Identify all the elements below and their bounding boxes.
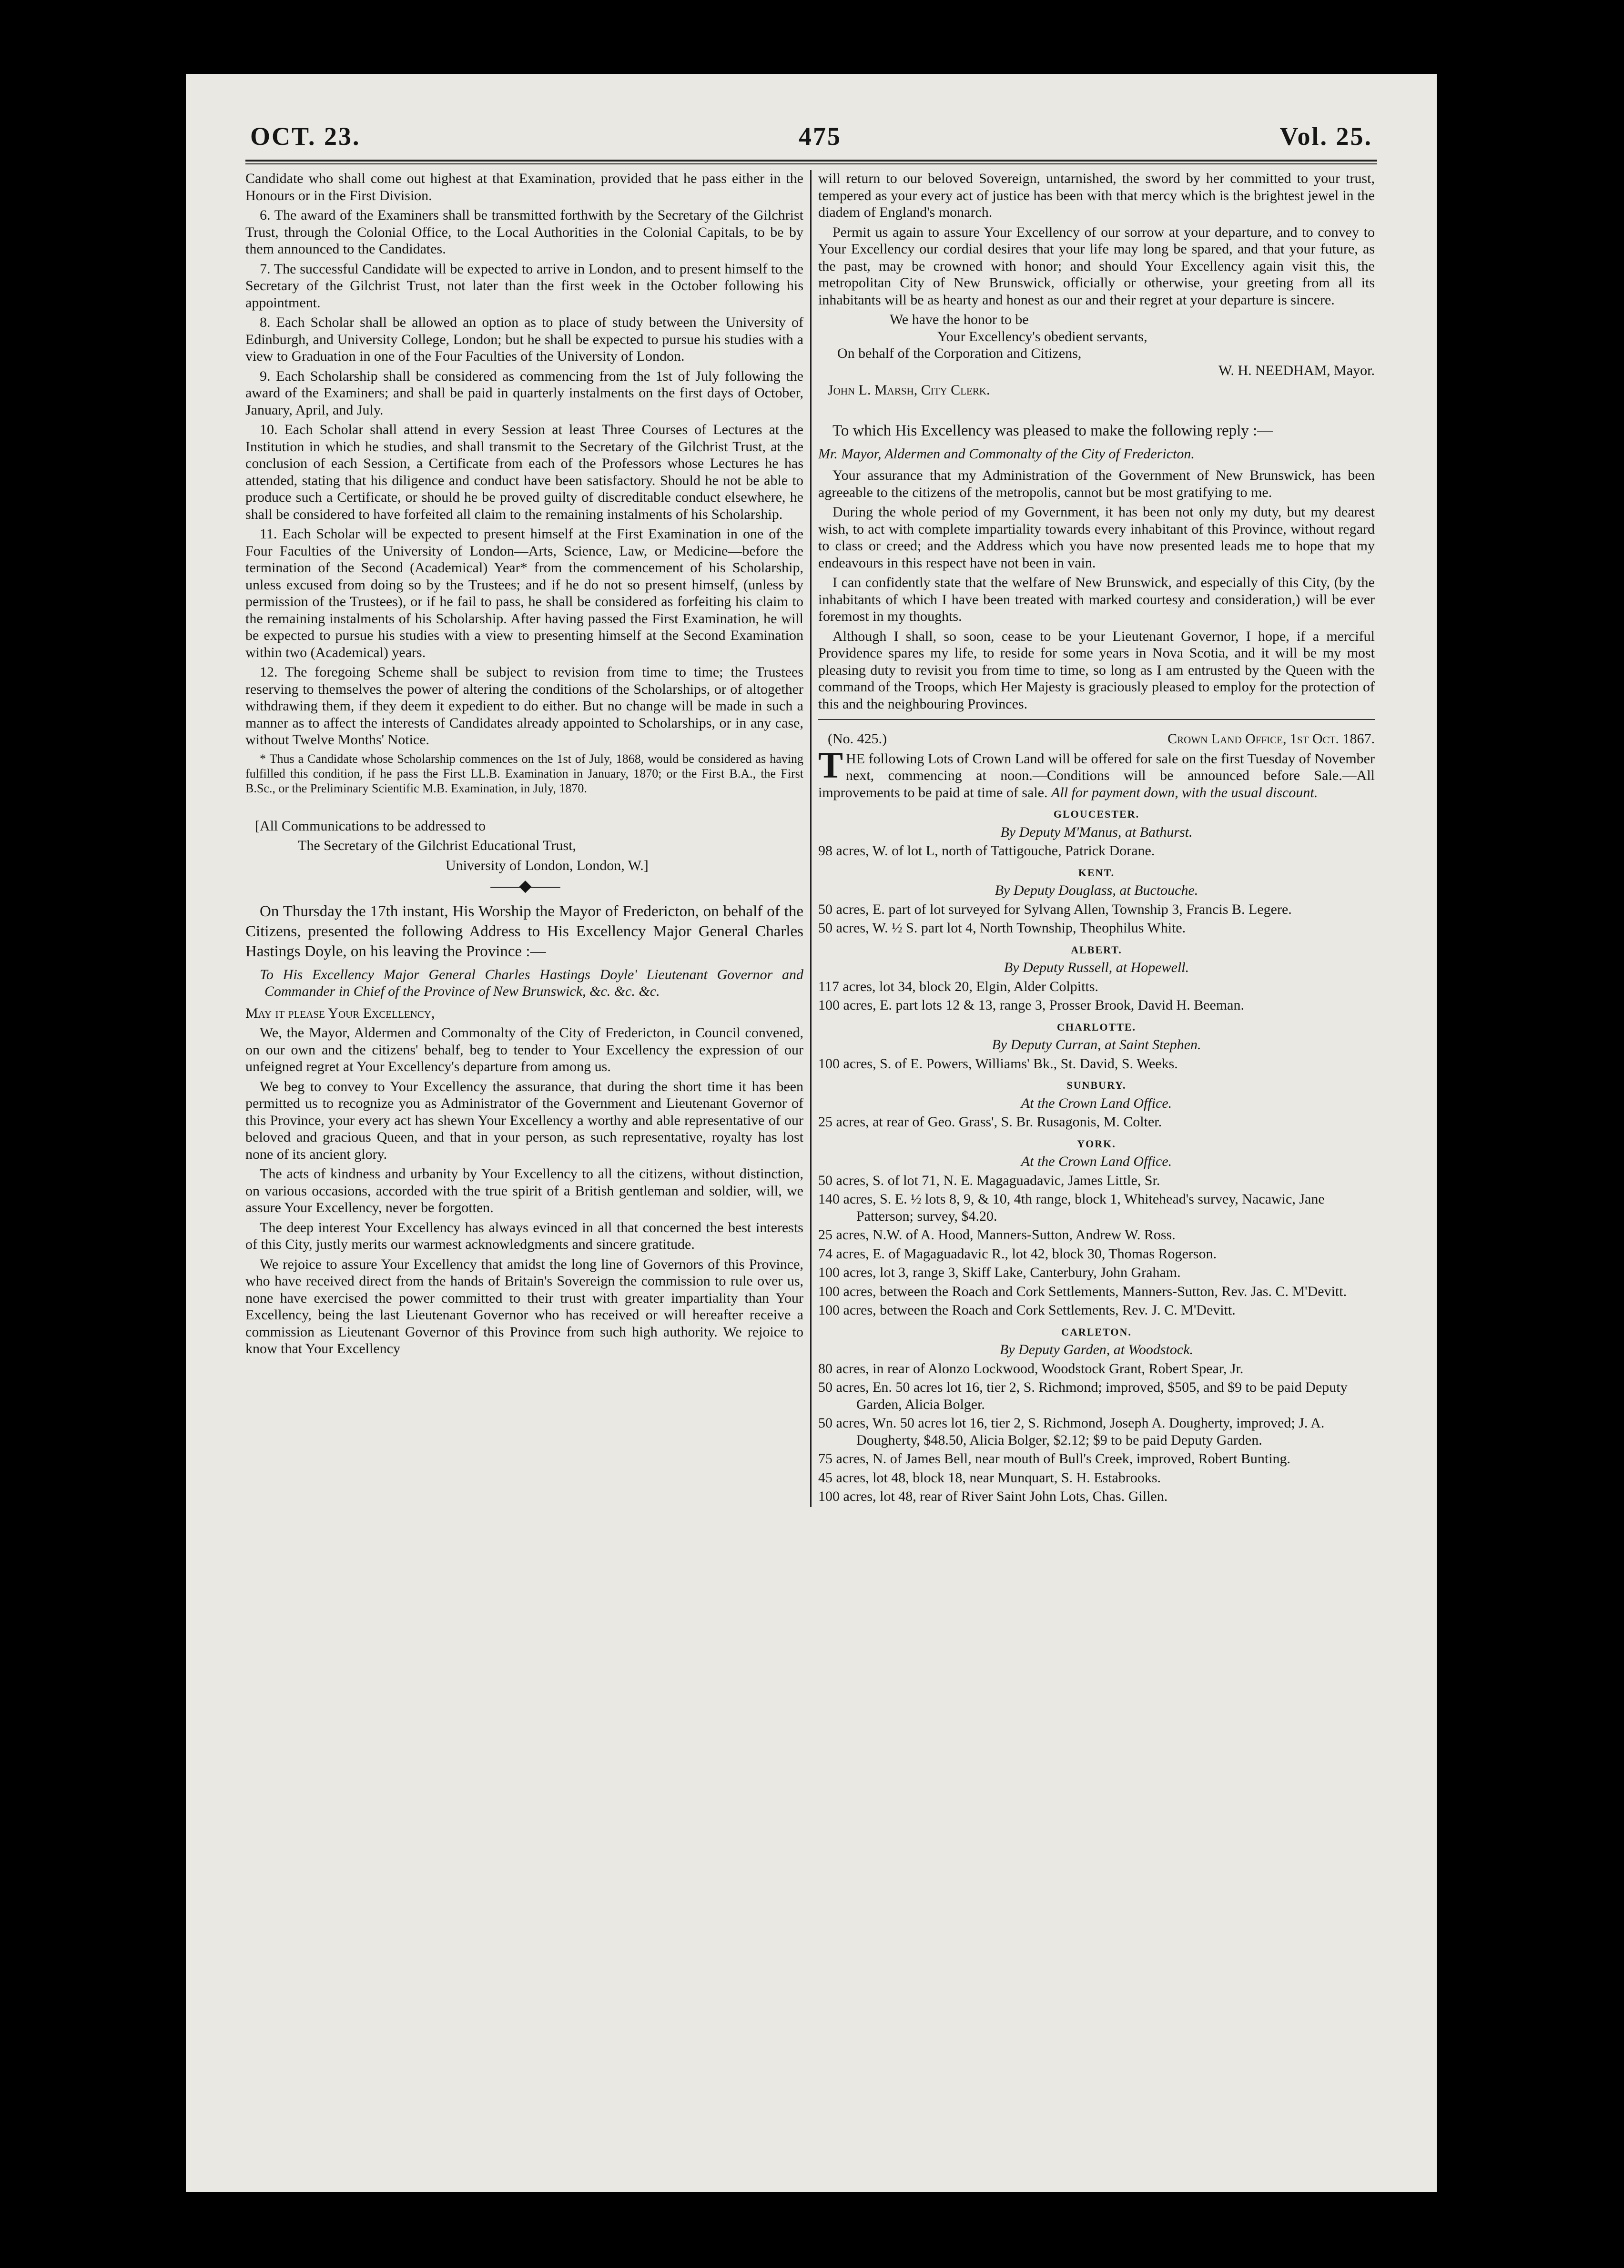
land-entry: 140 acres, S. E. ½ lots 8, 9, & 10, 4th range, block 1, Whitehead's survey, Nacawic, Jane Patterson; survey, $4.20. — [818, 1191, 1325, 1224]
deputy-line: By Deputy Curran, at Saint Stephen. — [992, 1037, 1201, 1053]
land-entry: 50 acres, En. 50 acres lot 16, tier 2, S. Richmond; improved, $505, and $9 to be paid Deputy Garden, Alicia Bolger. — [818, 1379, 1348, 1412]
paragraph: 12. The foregoing Scheme shall be subject to revision from time to time; the Trustees reserving to themselves the power of altering the conditions of the Scholarships, or of altogether withdrawing them, if they deem it expedient to do either. But no change will be made in such a manner as to affect the interests of Candidates already appointed to Scholarships, or in any case, without Twelve Months' Notice. — [245, 664, 803, 748]
paragraph: 10. Each Scholar shall attend in every Session at least Three Courses of Lectures at the Institution in which he studies, and shall transmit to the Secretary of the Gilchrist Trust, at the conclusion of each Session, a Certificate from each of the Professors whose Lectures he has attended, stating that his diligence and conduct have been satisfactory. Should he not be able to produce such a Certificate, or should he be proved guilty of discreditable conduct elsewhere, he shall be considered to have forfeited all claim to the remaining instalments of his Scholarship. — [245, 422, 803, 522]
header-volume: Vol. 25. — [1279, 122, 1372, 151]
reply-intro: To which His Excellency was pleased to make the following reply :— — [832, 422, 1273, 439]
header-rule-thin — [245, 163, 1377, 164]
notice-header — [818, 730, 1375, 748]
left-column — [245, 170, 810, 1507]
land-entry: 45 acres, lot 48, block 18, near Munquart, S. H. Estabrooks. — [818, 1469, 1161, 1486]
land-entry: 80 acres, in rear of Alonzo Lockwood, Woodstock Grant, Robert Spear, Jr. — [818, 1360, 1244, 1377]
notice-number: (No. 425.) — [828, 731, 887, 747]
county-heading: GLOUCESTER. — [1053, 808, 1140, 820]
paragraph: The deep interest Your Excellency has always evinced in all that concerned the best interests of this City, justly merits our warmest acknowledgments and sincere gratitude. — [245, 1219, 803, 1252]
clerk-signature: John L. Marsh, City Clerk. — [828, 382, 990, 398]
land-entry: 25 acres, at rear of Geo. Grass', S. Br. Rusagonis, M. Colter. — [818, 1114, 1162, 1130]
land-entry: 50 acres, W. ½ S. part lot 4, North Township, Theophilus White. — [818, 920, 1186, 936]
notice-office: Crown Land Office, 1st Oct. 1867. — [1167, 731, 1375, 747]
columns — [245, 170, 1377, 1507]
land-entry: 75 acres, N. of James Bell, near mouth of Bull's Creek, improved, Robert Bunting. — [818, 1451, 1291, 1467]
county-heading: YORK. — [1077, 1137, 1116, 1150]
notice-body — [818, 744, 1375, 801]
land-entry: 74 acres, E. of Magaguadavic R., lot 42, block 30, Thomas Rogerson. — [818, 1245, 1217, 1262]
land-entry: 50 acres, E. part of lot surveyed for Sylvang Allen, Township 3, Francis B. Legere. — [818, 901, 1292, 917]
signature-line: We have the honor to be — [890, 312, 1029, 327]
land-entry: 100 acres, between the Roach and Cork Settlements, Rev. J. C. M'Devitt. — [818, 1302, 1236, 1318]
land-entry: 100 acres, E. part lots 12 & 13, range 3, Prosser Brook, David H. Beeman. — [818, 997, 1244, 1013]
notice-text: HE following Lots of Crown Land will be offered for sale on the first Tuesday of November next, commencing at noon.—Conditions will be announced before Sale.—All improvements to be paid at time of sale. — [818, 750, 1375, 800]
county-heading: SUNBURY. — [1066, 1079, 1127, 1091]
land-entry: 50 acres, Wn. 50 acres lot 16, tier 2, S. Richmond, Joseph A. Dougherty, improved; J. A. Dougherty, $48.50, Alicia Bolger, $2.12; $9 to be paid Deputy Garden. — [818, 1415, 1325, 1448]
paragraph: We, the Mayor, Aldermen and Commonalty of the City of Fredericton, in Council convened, on our own and the citizens' behalf, beg to tender to Your Excellency the expression of our unfeigned regret at Your Excellency's departure from among us. — [245, 1025, 803, 1074]
paragraph: Your assurance that my Administration of the Government of New Brunswick, has been agreeable to the citizens of the metropolis, cannot but be most gratifying to me. — [818, 467, 1375, 500]
deputy-line: By Deputy Russell, at Hopewell. — [1004, 960, 1189, 975]
paragraph: 7. The successful Candidate will be expected to arrive in London, and to present himself to the Secretary of the Gilchrist Trust, not later than the first week in the October following his appointment. — [245, 261, 803, 311]
deputy-line: At the Crown Land Office. — [1021, 1095, 1172, 1111]
signature-line: Your Excellency's obedient servants, — [937, 328, 1147, 344]
communications-line: [All Communications to be addressed to — [255, 818, 486, 834]
paragraph: Although I shall, so soon, cease to be your Lieutenant Governor, I hope, if a merciful Providence spares my life, to reside for some years in Nova Scotia, and it will be my most pleasing duty to revisit you from time to time, so long as I am entrusted by the Queen with the command of the Troops, which Her Majesty is graciously pleased to employ for the protection of this and the neighbouring Provinces. — [818, 628, 1375, 712]
land-entry: 100 acres, lot 48, rear of River Saint John Lots, Chas. Gillen. — [818, 1488, 1168, 1504]
document-page — [186, 74, 1437, 2192]
drop-cap: T — [818, 744, 843, 786]
signature-line: On behalf of the Corporation and Citizens, — [837, 345, 1082, 361]
paragraph: We beg to convey to Your Excellency the assurance, that during the short time it has been permitted us to recognize you as Administrator of the Government and Lieutenant Governor of this Province, your every act has shewn Your Excellency a worthy and able representative of our beloved and gracious Queen, and that in your person, as such representative, royalty has lost none of its ancient glory. — [245, 1078, 803, 1162]
deputy-line: At the Crown Land Office. — [1021, 1154, 1172, 1169]
paragraph: Candidate who shall come out highest at that Examination, provided that he pass either in the Honours or in the First Division. — [245, 171, 803, 203]
land-entry: 98 acres, W. of lot L, north of Tattigouche, Patrick Dorane. — [818, 843, 1155, 859]
land-entry: 117 acres, lot 34, block 20, Elgin, Alder Colpitts. — [818, 978, 1098, 994]
paragraph: During the whole period of my Government, it has been not only my duty, but my dearest wish, to act with complete impartiality towards every inhabitant of this Province, without regard to class or creed; and the Address which you have now presented leads me to hope that my endeavours in this respect have not been in vain. — [818, 504, 1375, 571]
deputy-line: By Deputy Garden, at Woodstock. — [999, 1342, 1194, 1357]
county-heading: ALBERT. — [1071, 943, 1122, 956]
salutation: May it please Your Excellency, — [245, 1005, 435, 1021]
land-entry: 100 acres, lot 3, range 3, Skiff Lake, Canterbury, John Graham. — [818, 1265, 1181, 1280]
paragraph: We rejoice to assure Your Excellency that amidst the long line of Governors of this Province, who have received direct from the hands of Britain's Sovereign the commission to rule over us, none have exercised the power committed to their trust with greater impartiality than Your Excellency, being the last Lieutenant Governor who has received or will hereafter receive a commission as Lieutenant Governor of this Province from such high authority. We rejoice to know that Your Excellency — [245, 1256, 803, 1357]
deputy-line: By Deputy M'Manus, at Bathurst. — [1000, 824, 1193, 840]
paragraph: The acts of kindness and urbanity by Your Excellency to all the citizens, without distinction, on various occasions, accorded with the true spirit of a British gentleman and soldier, will, we assure Your Excellency, never be forgotten. — [245, 1166, 803, 1215]
address-intro: On Thursday the 17th instant, His Worship the Mayor of Fredericton, on behalf of the Citizens, presented the following Address to His Excellency Major General Charles Hastings Doyle, on his leaving the Province :— — [245, 902, 803, 960]
county-heading: CHARLOTTE. — [1056, 1021, 1137, 1033]
paragraph: 6. The award of the Examiners shall be transmitted forthwith by the Secretary of the Gilchrist Trust, through the Colonial Office, to the Local Authorities in the Colonial Capitals, to be by them announced to the Candidates. — [245, 207, 803, 257]
deputy-line: By Deputy Douglass, at Buctouche. — [995, 882, 1198, 898]
land-entry: 50 acres, S. of lot 71, N. E. Magaguadavic, James Little, Sr. — [818, 1172, 1160, 1188]
communications-line: University of London, London, W.] — [446, 857, 649, 873]
header-rule — [245, 160, 1377, 162]
land-sections — [818, 806, 1375, 1505]
land-entry: 25 acres, N.W. of A. Hood, Manners-Sutton, Andrew W. Ross. — [818, 1227, 1176, 1243]
land-entry: 100 acres, between the Roach and Cork Settlements, Manners-Sutton, Rev. Jas. C. M'Devitt. — [818, 1283, 1347, 1299]
page-header — [245, 122, 1377, 151]
paragraph: 8. Each Scholar shall be allowed an option as to place of study between the University of Edinburgh, and University College, London; but he shall be expected to pursue his studies with a view to Graduation in one of the Four Faculties of the University of London. — [245, 314, 803, 364]
county-heading: KENT. — [1078, 866, 1115, 879]
county-heading: CARLETON. — [1061, 1326, 1132, 1338]
mayor-signature: W. H. NEEDHAM, Mayor. — [1218, 362, 1375, 378]
reply-recipient: Mr. Mayor, Aldermen and Commonalty of the City of Fredericton. — [818, 446, 1195, 462]
paragraph: 11. Each Scholar will be expected to present himself at the First Examination in one of the Four Faculties of the University of London—Arts, Science, Law, or Medicine—before the termination of the Second (Academical) Year* from the commencement of his Scholarship, unless excused from doing so by the Trustees; and if he do not so present himself, (unless by permission of the Trustees), or if he fail to pass, he shall be considered as forfeiting his claim to the remaining instalments of his Scholarship. After having passed the First Examination, he will be expected to pursue his studies with a view to presenting himself at the Second Examination within two (Academical) years. — [245, 526, 803, 660]
header-page-number: 475 — [798, 122, 842, 151]
ornament-divider: ——◆—— — [490, 877, 558, 895]
header-date: OCT. 23. — [250, 122, 361, 151]
paragraph: will return to our beloved Sovereign, untarnished, the sword by her committed to your trust, tempered as your every act of justice has been with that mercy which is the brightest jewel in the diadem of England's monarch. — [818, 171, 1375, 220]
footnote: * Thus a Candidate whose Scholarship commences on the 1st of July, 1868, would be considered as having fulfilled this condition, if he pass the First LL.B. Examination in January, 1870; or the First B.A., the First B.Sc., or the Preliminary Scientific M.B. Examination, in July, 1870. — [245, 751, 803, 795]
address-recipient: To His Excellency Major General Charles Hastings Doyle' Lieutenant Governor and Commander in Chief of the Province of New Brunswick, &c. &c. &c. — [260, 966, 803, 999]
paragraph: Permit us again to assure Your Excellency of our sorrow at your departure, and to convey to Your Excellency our cordial desires that your life may long be spared, and that your future, as the past, may be crowned with honor; and should Your Excellency again visit this, the metropolitan City of New Brunswick, officially or otherwise, your greeting from all its inhabitants will be as hearty and honest as our and their regret at your departure is sincere. — [818, 224, 1375, 308]
paragraph: 9. Each Scholarship shall be considered as commencing from the 1st of July following the award of the Examiners; and shall be paid in quarterly instalments on the first days of October, January, April, and July. — [245, 368, 803, 418]
paragraph: I can confidently state that the welfare of New Brunswick, and especially of this City, (by the inhabitants of which I have been treated with marked courtesy and consideration,) will be ever foremost in my thoughts. — [818, 575, 1375, 624]
communications-line: The Secretary of the Gilchrist Educational Trust, — [298, 838, 577, 853]
notice-terms: All for payment down, with the usual discount. — [1051, 784, 1318, 800]
right-column — [810, 170, 1375, 1507]
land-entry: 100 acres, S. of E. Powers, Williams' Bk., St. David, S. Weeks. — [818, 1055, 1178, 1072]
